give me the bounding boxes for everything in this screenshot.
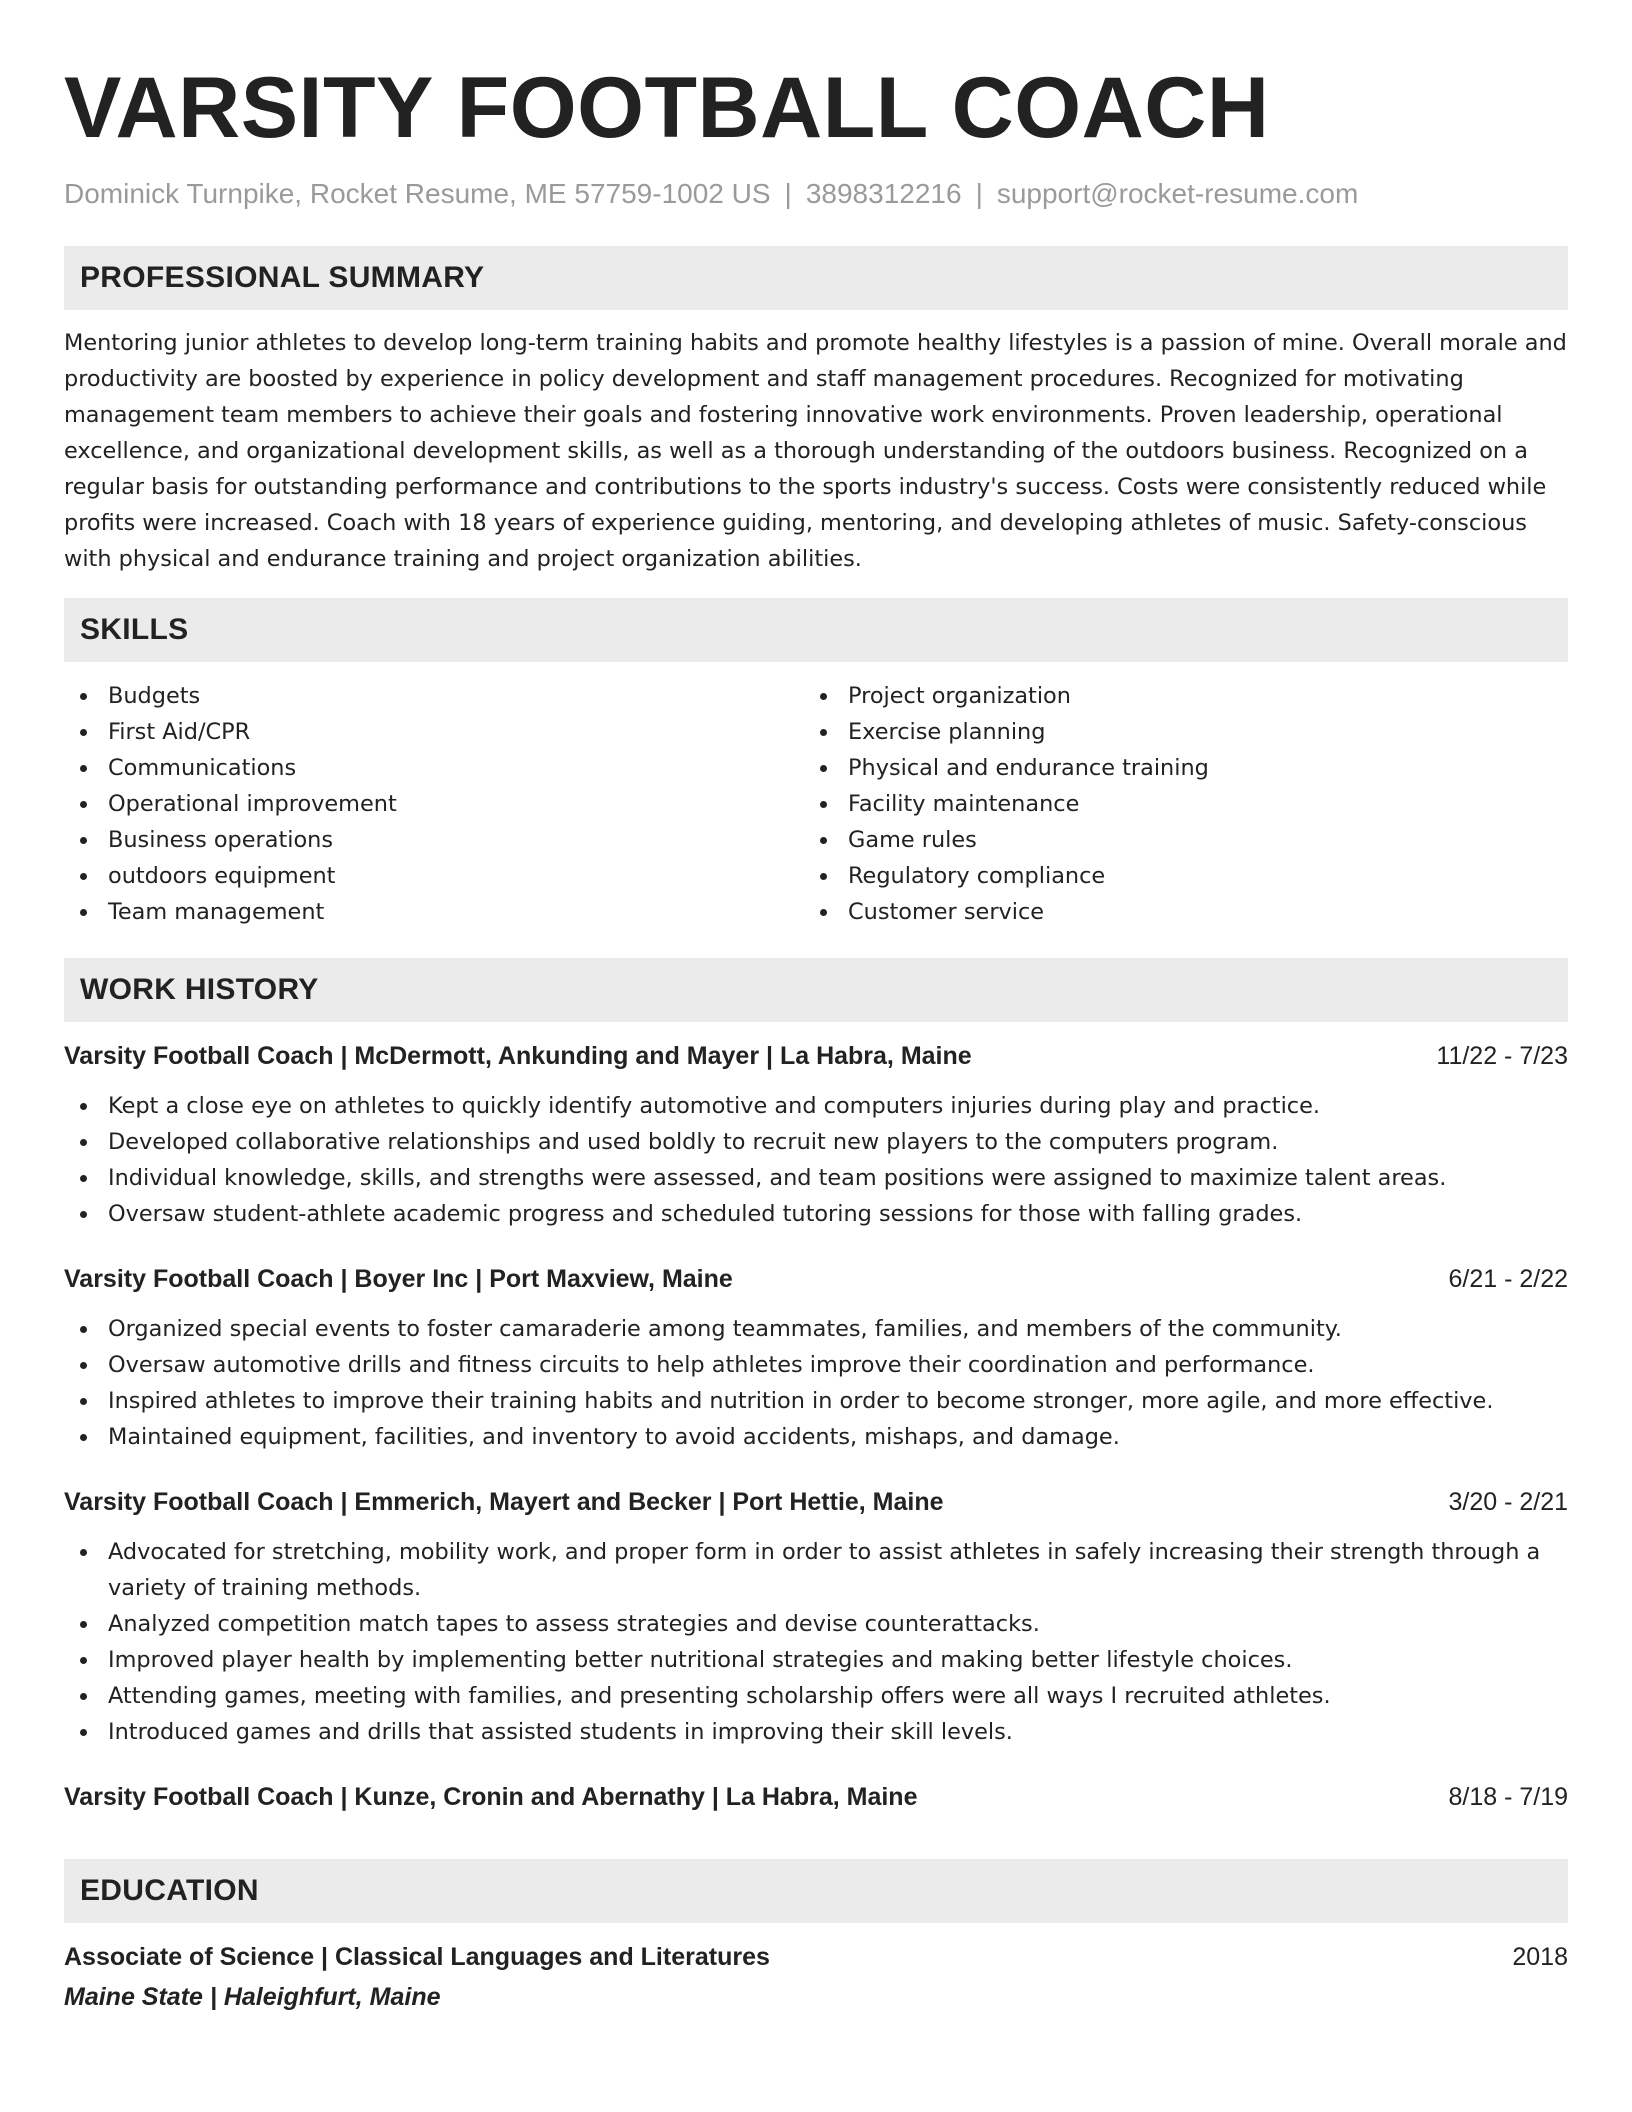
contact-email: support@rocket-resume.com	[996, 178, 1359, 209]
skill-item: Budgets	[64, 678, 804, 714]
job-bullet: Inspired athletes to improve their training habits and nutrition in order to become stronger, more agile, and more effective.	[64, 1383, 1568, 1419]
job-entry	[64, 1261, 1568, 1455]
education-entry	[64, 1939, 1568, 2015]
job-entry	[64, 1038, 1568, 1232]
skill-item: Team management	[64, 894, 804, 930]
skills-list	[64, 678, 1568, 930]
job-bullet: Advocated for stretching, mobility work, and proper form in order to assist athletes in safely increasing their strength through a variety of training methods.	[64, 1534, 1568, 1606]
job-bullet: Developed collaborative relationships and used boldly to recruit new players to the computers program.	[64, 1124, 1568, 1160]
skill-item: Physical and endurance training	[804, 750, 1544, 786]
job-bullet: Analyzed competition match tapes to assess strategies and devise counterattacks.	[64, 1606, 1568, 1642]
skill-item: Communications	[64, 750, 804, 786]
job-header	[64, 1484, 1568, 1520]
skill-item: Game rules	[804, 822, 1544, 858]
job-bullets	[64, 1311, 1568, 1455]
skill-item: outdoors equipment	[64, 858, 804, 894]
job-dates: 3/20 - 2/21	[1448, 1488, 1568, 1516]
job-bullet: Kept a close eye on athletes to quickly identify automotive and computers injuries during play and practice.	[64, 1088, 1568, 1124]
job-bullets	[64, 1534, 1568, 1750]
job-bullets	[64, 1088, 1568, 1232]
skill-item: Facility maintenance	[804, 786, 1544, 822]
skill-item: Project organization	[804, 678, 1544, 714]
job-bullet: Introduced games and drills that assisted students in improving their skill levels.	[64, 1714, 1568, 1750]
skill-item: First Aid/CPR	[64, 714, 804, 750]
skills-column-right	[804, 678, 1544, 930]
education-degree: Associate of Science | Classical Languages and Literatures	[64, 1943, 770, 1971]
job-header	[64, 1261, 1568, 1297]
job-header	[64, 1038, 1568, 1074]
job-bullet: Maintained equipment, facilities, and inventory to avoid accidents, mishaps, and damage.	[64, 1419, 1568, 1455]
job-dates: 11/22 - 7/23	[1436, 1042, 1568, 1070]
education-school: Maine State | Haleighfurt, Maine	[64, 1983, 441, 2011]
job-bullet: Organized special events to foster camaraderie among teammates, families, and members of the community.	[64, 1311, 1568, 1347]
skill-item: Business operations	[64, 822, 804, 858]
section-header-work-history: WORK HISTORY	[64, 958, 1568, 1022]
job-entry	[64, 1484, 1568, 1750]
contact-line	[64, 176, 1568, 212]
job-bullet: Oversaw student-athlete academic progress and scheduled tutoring sessions for those with falling grades.	[64, 1196, 1568, 1232]
skill-item: Regulatory compliance	[804, 858, 1544, 894]
contact-address: Dominick Turnpike, Rocket Resume, ME 57759-1002 US	[64, 178, 771, 209]
job-bullet: Attending games, meeting with families, and presenting scholarship offers were all ways I recruited athletes.	[64, 1678, 1568, 1714]
section-header-summary: PROFESSIONAL SUMMARY	[64, 246, 1568, 310]
job-title: Varsity Football Coach | Kunze, Cronin and Abernathy | La Habra, Maine	[64, 1783, 918, 1811]
skill-item: Customer service	[804, 894, 1544, 930]
job-bullet: Individual knowledge, skills, and strengths were assessed, and team positions were assigned to maximize talent areas.	[64, 1160, 1568, 1196]
job-header	[64, 1779, 1568, 1815]
job-bullet: Oversaw automotive drills and fitness circuits to help athletes improve their coordination and performance.	[64, 1347, 1568, 1383]
job-dates: 6/21 - 2/22	[1448, 1265, 1568, 1293]
job-dates: 8/18 - 7/19	[1448, 1783, 1568, 1811]
skill-item: Exercise planning	[804, 714, 1544, 750]
job-entry	[64, 1779, 1568, 1815]
job-title: Varsity Football Coach | Emmerich, Mayert and Becker | Port Hettie, Maine	[64, 1488, 944, 1516]
section-header-skills: SKILLS	[64, 598, 1568, 662]
education-header	[64, 1939, 1568, 1975]
summary-text: Mentoring junior athletes to develop long-term training habits and promote healthy lifestyles is a passion of mine. Overall morale and productivity are boosted by experience in policy development and staff management procedures. Recognized for motivating management team members to achieve their goals and fostering innovative work environments. Proven leadership, operational excellence, and organizational development skills, as well as a thorough understanding of the outdoors business. Recognized on a regular basis for outstanding performance and contributions to the sports industry's success. Costs were consistently reduced while profits were increased. Coach with 18 years of experience guiding, mentoring, and developing athletes of music. Safety-conscious with physical and endurance training and project organization abilities.	[64, 330, 1567, 572]
contact-separator: |	[975, 178, 983, 209]
education-year: 2018	[1512, 1943, 1568, 1971]
job-title: Varsity Football Coach | McDermott, Ankunding and Mayer | La Habra, Maine	[64, 1042, 972, 1070]
skills-column-left	[64, 678, 804, 930]
job-title: Varsity Football Coach | Boyer Inc | Port Maxview, Maine	[64, 1265, 733, 1293]
skill-item: Operational improvement	[64, 786, 804, 822]
contact-phone: 3898312216	[805, 178, 962, 209]
section-header-education: EDUCATION	[64, 1859, 1568, 1923]
resume-title: VARSITY FOOTBALL COACH	[64, 60, 1270, 156]
job-bullet: Improved player health by implementing better nutritional strategies and making better lifestyle choices.	[64, 1642, 1568, 1678]
contact-separator: |	[784, 178, 792, 209]
